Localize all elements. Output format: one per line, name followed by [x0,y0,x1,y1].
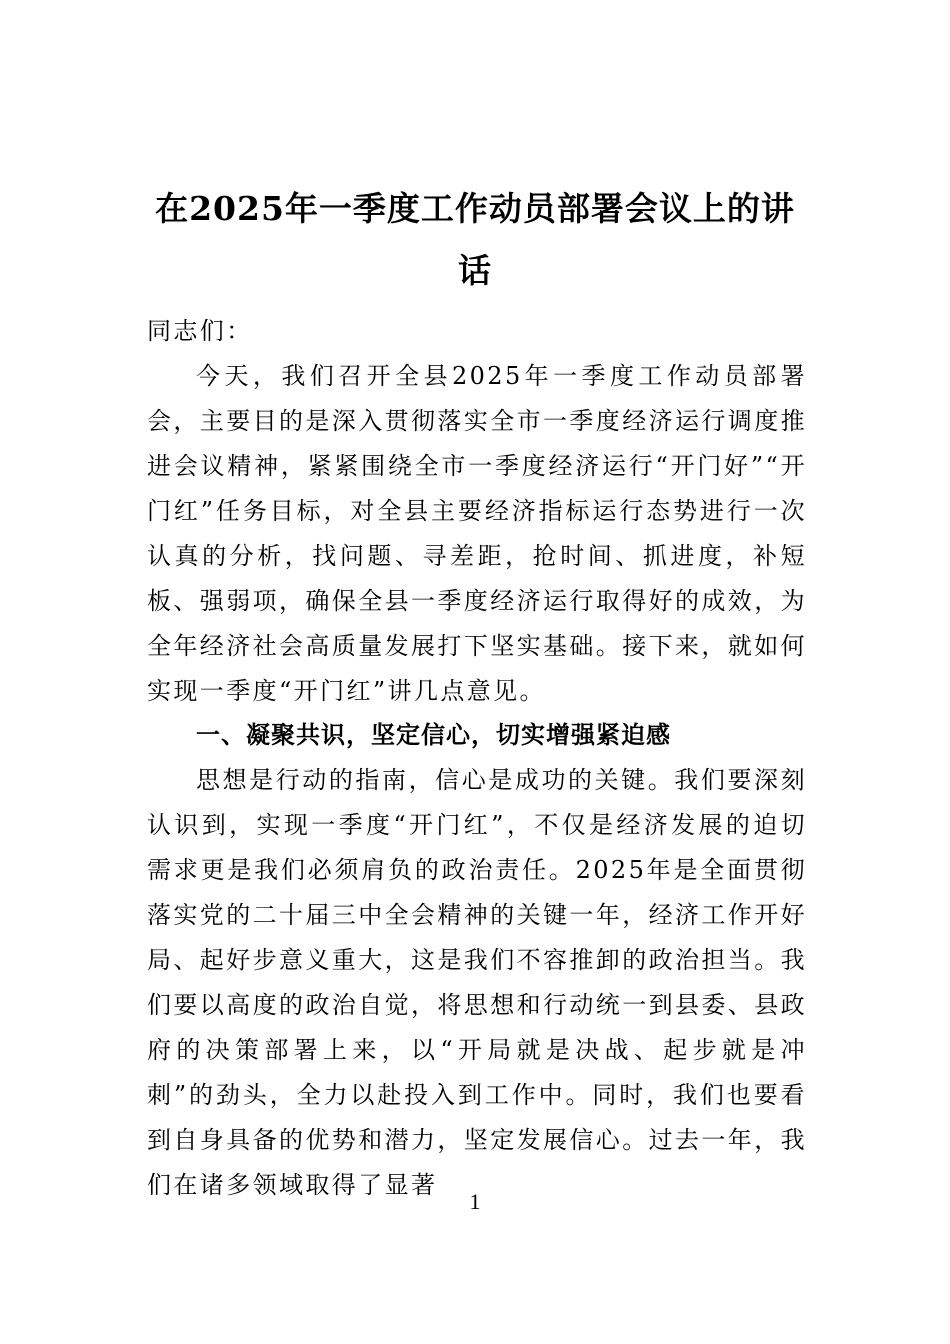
page-number: 1 [469,1189,481,1214]
salutation: 同志们： [147,317,253,345]
paragraph-intro: 今天，我们召开全县2025年一季度工作动员部署会，主要目的是深入贯彻落实全市一季度经济运行调度推进会议精神，紧紧围绕全市一季度经济运行“开门好”“开门红”任务目标，对全县主要经济指标运行态势进行一次认真的分析，找问题、寻差距，抢时间、抓进度，补短板、强弱项，确保全县一季度经济运行取得好的成效，为全年经济社会高质量发展打下坚实基础。接下来，就如何实现一季度“开门红”讲几点意见。 [147,362,807,705]
paragraph-section-1: 思想是行动的指南，信心是成功的关键。我们要深刻认识到，实现一季度“开门红”，不仅是经济发展的迫切需求更是我们必须肩负的政治责任。2025年是全面贯彻落实党的二十届三中全会精神的关键一年，经济工作开好局、起好步意义重大，这是我们不容推卸的政治担当。我们要以高度的政治自觉，将思想和行动统一到县委、县政府的决策部署上来，以“开局就是决战、起步就是冲刺”的劲头，全力以赴投入到工作中。同时，我们也要看到自身具备的优势和潜力，坚定发展信心。过去一年，我们在诸多领域取得了显著 [147,766,807,1199]
document-title: 在2025年一季度工作动员部署会议上的讲话 [155,189,795,290]
section-heading-1: 一、凝聚共识，坚定信心，切实增强紧迫感 [196,721,671,749]
